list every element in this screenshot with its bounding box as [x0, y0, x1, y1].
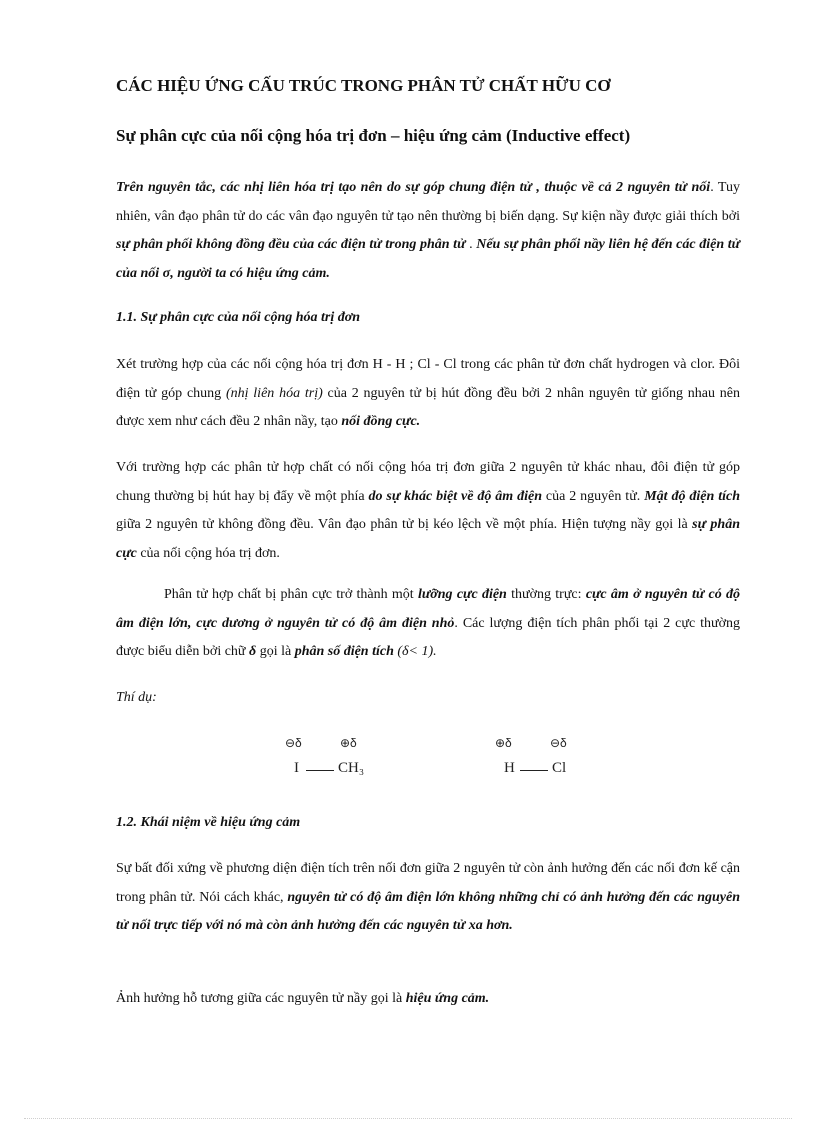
bond-line — [520, 770, 548, 771]
text-emphasis: do sự khác biệt về độ âm điện — [368, 488, 542, 504]
formula-h-cl — [492, 736, 612, 786]
text-emphasis: sự phân cực — [116, 517, 740, 561]
section-1-paragraph-2 — [116, 454, 740, 568]
atom-label: H — [504, 760, 515, 776]
text: của nối cộng hóa trị đơn. — [136, 545, 280, 561]
intro-emphasis-1: Trên nguyên tắc, các nhị liên hóa trị tạo nên do sự góp chung điện tử , thuộc về cả 2 nguyên tử nối — [116, 180, 711, 195]
document-title: CÁC HIỆU ỨNG CẤU TRÚC TRONG PHÂN TỬ CHẤT HỮU CƠ — [116, 76, 611, 95]
text-emphasis: cực âm ở nguyên tử có độ âm điện lớn, cực dương ở nguyên tử có độ âm điện nhỏ — [116, 587, 741, 631]
text: gọi là — [256, 644, 295, 659]
text: thường trực: — [506, 587, 586, 602]
text-emphasis: nối đồng cực. — [341, 414, 421, 429]
text: Xét trường hợp của các nối cộng hóa trị đơn H - H ; Cl - Cl trong các phân tử đơn chất hydrogen và clor. Đôi điện tử góp chung — [116, 357, 740, 401]
text-emphasis: lưỡng cực điện — [417, 587, 507, 602]
text: giữa 2 nguyên tử không đồng đều. Vân đạo phân tử bị kéo lệch về một phía. Hiện tượng nầy gọi là — [116, 517, 693, 532]
text: Sự bất đối xứng về phương diện điện tích trên nối đơn giữa 2 nguyên tử còn ảnh hưởng đến các nối đơn kế cận trong phân tử. Nói cách khác, — [116, 861, 740, 905]
intro-text-2: . — [465, 237, 477, 252]
text: Ảnh hưởng hỗ tương giữa các nguyên tử nầy gọi là — [116, 991, 406, 1006]
text-emphasis: hiệu ứng cảm. — [405, 991, 490, 1006]
charge-label: ⊕δ — [495, 736, 512, 750]
section-2-paragraph-1 — [116, 855, 740, 941]
text-italic: (δ< 1). — [393, 644, 437, 659]
page-bottom-divider — [24, 1118, 792, 1119]
text-emphasis: Mật độ điện tích — [644, 488, 740, 504]
charge-label: ⊖δ — [550, 736, 567, 750]
section-1-heading: 1.1. Sự phân cực của nối cộng hóa trị đơn — [116, 310, 361, 325]
text: Phân tử hợp chất bị phân cực trở thành một — [164, 587, 418, 602]
text-italic: (nhị liên hóa trị) — [225, 385, 323, 401]
intro-emphasis-3: Nếu sự phân phối nầy liên hệ đến các điện tử của nối σ, người ta có hiệu ứng cảm. — [116, 237, 740, 281]
bond-line — [306, 770, 334, 771]
section-2-paragraph-2 — [116, 985, 740, 1014]
charge-label: ⊕δ — [340, 736, 357, 750]
text: . Các lượng điện tích phân phối tại 2 cực thường được biểu diễn bởi chữ — [116, 615, 740, 659]
formula-i-ch3 — [280, 736, 400, 786]
atom-label: Cl — [552, 760, 567, 776]
delta-symbol: δ — [249, 644, 257, 659]
charge-label: ⊖δ — [285, 736, 302, 750]
intro-text-1: . Tuy nhiên, vân đạo phân tử do các vân đạo nguyên tử tạo nên thường bị biến dạng. Sự kiện nầy được giải thích bởi — [116, 180, 740, 224]
atom-label: I — [294, 760, 299, 776]
text-emphasis: phân số điện tích — [294, 644, 394, 659]
text: Với trường hợp các phân tử hợp chất có nối cộng hóa trị đơn giữa 2 nguyên tử khác nhau, đôi điện tử góp chung thường bị hút hay bị đẩy về một phía — [116, 460, 740, 504]
section-1-paragraph-1 — [116, 351, 740, 437]
intro-emphasis-2: sự phân phối không đồng đều của các điện tử trong phân tử — [116, 237, 466, 252]
section-1-paragraph-3 — [116, 581, 740, 667]
document-subtitle: Sự phân cực của nối cộng hóa trị đơn – hiệu ứng cảm (Inductive effect) — [116, 126, 631, 145]
text: của 2 nguyên tử bị hút đồng đều bởi 2 nhân nguyên tử giống nhau nên được xem như cách đều 2 nhân nầy, tạo — [116, 385, 741, 429]
intro-paragraph — [116, 174, 740, 288]
text: của 2 nguyên tử. — [541, 488, 645, 504]
text-emphasis: nguyên tử có độ âm điện lớn không những chỉ có ảnh hưởng đến các nguyên tử nối trực tiếp với nó mà còn ảnh hưởng đến các nguyên tử xa hơn. — [116, 889, 740, 933]
atom-label: CH₃ — [338, 760, 365, 776]
section-2-heading: 1.2. Khái niệm về hiệu ứng cảm — [116, 815, 301, 830]
example-label: Thí dụ: — [116, 690, 157, 705]
